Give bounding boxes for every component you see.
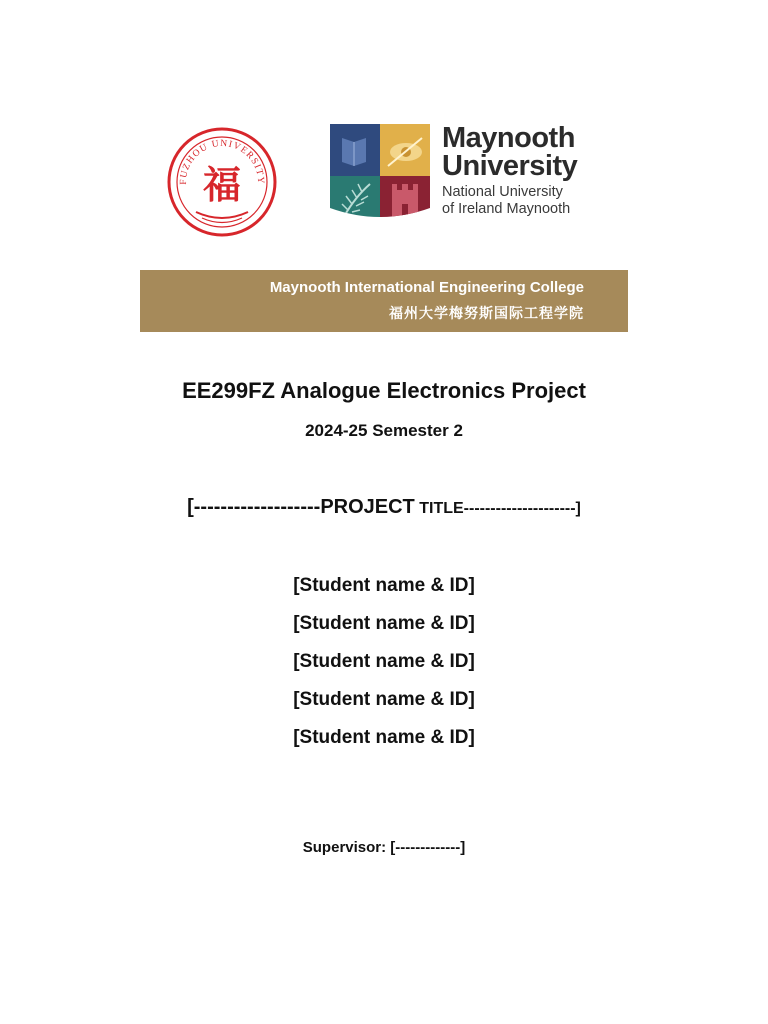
maynooth-sub-line2: of Ireland Maynooth (442, 201, 571, 217)
student-entry: [Student name & ID] (293, 575, 475, 596)
maynooth-wordmark (442, 124, 602, 218)
maynooth-name-line1: Maynooth (442, 122, 575, 154)
student-list (0, 572, 768, 762)
student-entry: [Student name & ID] (293, 651, 475, 672)
banner-chinese: 福州大学梅努斯国际工程学院 (389, 306, 584, 322)
semester: 2024-25 Semester 2 (305, 421, 463, 440)
project-title-prefix: [-------------------PROJECT (187, 496, 415, 518)
student-entry: [Student name & ID] (293, 613, 475, 634)
maynooth-logo (330, 124, 600, 240)
student-entry: [Student name & ID] (293, 727, 475, 748)
fuzhou-university-seal-icon (166, 126, 278, 238)
course-title: EE299FZ Analogue Electronics Project (182, 378, 586, 403)
banner-english: Maynooth International Engineering College (269, 279, 584, 296)
seal-text: FUZHOU UNIVERSITY (178, 138, 266, 185)
seal-character: 福 (202, 162, 242, 207)
maynooth-name-line2: University (442, 150, 578, 182)
project-title (0, 496, 768, 519)
maynooth-shield-icon (330, 124, 430, 238)
project-title-suffix: TITLE---------------------] (414, 500, 581, 517)
supervisor-line: Supervisor: [-------------] (302, 839, 466, 856)
maynooth-sub-line1: National University (442, 184, 563, 200)
college-banner (140, 270, 628, 332)
student-entry: [Student name & ID] (293, 689, 475, 710)
